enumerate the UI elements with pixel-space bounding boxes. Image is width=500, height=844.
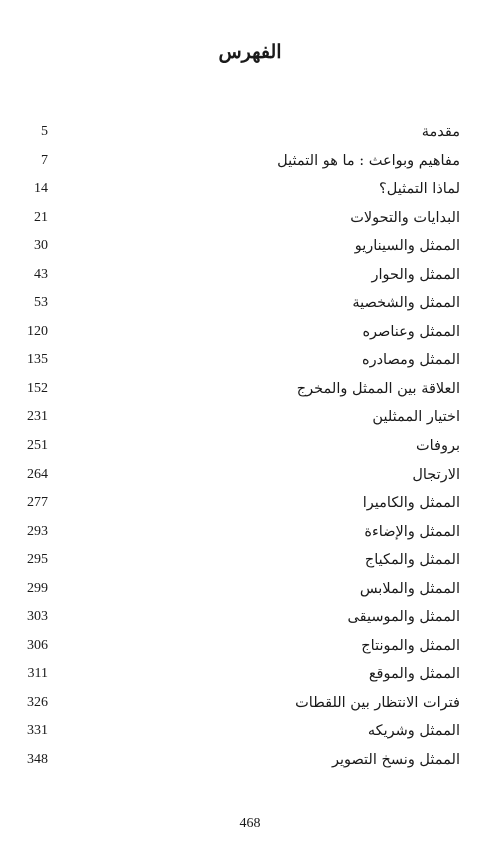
toc-entry (0, 318, 500, 347)
toc-entry-title: البدايات والتحولات (350, 209, 460, 226)
toc-entry-title: مفاهيم وبواعث : ما هو التمثيل (277, 152, 460, 169)
toc-entry-title: بروفات (415, 438, 460, 455)
toc-entry-page: 43 (34, 266, 48, 282)
toc-entry-title: الممثل والكاميرا (362, 495, 460, 512)
toc-entry-title: الممثل والمكياج (364, 552, 460, 569)
toc-entry-title: الممثل والحوار (371, 266, 460, 283)
toc-entry (0, 232, 500, 261)
page-number: 468 (239, 816, 261, 831)
toc-entry (0, 147, 500, 176)
toc-entry-page: 277 (27, 495, 48, 511)
toc-entry (0, 204, 500, 233)
toc-entry-page: 348 (27, 752, 48, 768)
toc-entry (0, 346, 500, 375)
toc-entry-page: 326 (27, 694, 48, 710)
toc-entry-page: 231 (27, 409, 48, 425)
toc-entry-page: 306 (27, 637, 48, 653)
toc-entry-page: 53 (34, 295, 48, 311)
toc-entry (0, 175, 500, 204)
toc-entry-page: 14 (34, 181, 48, 197)
toc-entry-title: العلاقة بين الممثل والمخرج (296, 380, 460, 397)
toc-entry-title: الممثل والإضاءة (364, 523, 460, 540)
toc-entry-title: الممثل والمونتاج (361, 637, 460, 654)
toc-entry-page: 299 (27, 580, 48, 596)
toc-entry-page: 311 (27, 666, 48, 682)
toc-entry-title: الممثل والشخصية (352, 295, 460, 312)
toc-entry (0, 660, 500, 689)
toc-entry-page: 331 (27, 723, 48, 739)
toc-entry-title: الممثل والملابس (359, 580, 460, 597)
toc-entry-page: 264 (27, 466, 48, 482)
toc-entry (0, 403, 500, 432)
toc-entry (0, 489, 500, 518)
page-title: الفهرس (218, 41, 282, 63)
toc-entry-title: الارتجال (412, 466, 460, 483)
toc-entry-title: لماذا التمثيل؟ (379, 181, 460, 198)
toc-entry-page: 251 (27, 438, 48, 454)
toc-entry (0, 289, 500, 318)
toc-entry-page: 21 (34, 209, 48, 225)
toc-entry (0, 717, 500, 746)
toc-entry-title: فترات الانتظار بين اللقطات (295, 694, 460, 711)
toc-entry (0, 746, 500, 775)
toc-entry-page: 293 (27, 523, 48, 539)
toc-entry-page: 120 (27, 323, 48, 339)
toc-entry-title: الممثل ونسخ التصوير (331, 752, 460, 769)
toc-entry (0, 575, 500, 604)
toc-entry (0, 375, 500, 404)
toc-entry (0, 432, 500, 461)
toc-entry-page: 295 (27, 552, 48, 568)
toc-entry-title: الممثل والموقع (368, 666, 460, 683)
toc-entry-title: الممثل والموسيقى (347, 609, 460, 626)
toc-entry (0, 546, 500, 575)
toc-entry (0, 461, 500, 490)
toc-entry-page: 152 (27, 380, 48, 396)
toc-entry-page: 303 (27, 609, 48, 625)
toc-entry-page: 135 (27, 352, 48, 368)
toc-entry-title: الممثل وشريكه (367, 723, 460, 740)
toc-entry-page: 30 (34, 238, 48, 254)
toc-entry-page: 5 (41, 124, 48, 139)
toc-entry-title: الممثل ومصادره (362, 352, 460, 369)
toc-entry (0, 689, 500, 718)
toc-entry-title: الممثل والسيناريو (354, 238, 460, 255)
toc-entry-page: 7 (41, 152, 48, 168)
toc-entry (0, 118, 500, 147)
toc-entry (0, 632, 500, 661)
toc-entry (0, 518, 500, 547)
toc-entry (0, 603, 500, 632)
toc-entry (0, 261, 500, 290)
toc-entry-title: مقدمة (421, 124, 460, 140)
toc-entry-title: الممثل وعناصره (362, 323, 460, 340)
table-of-contents (0, 118, 500, 775)
toc-entry-title: اختيار الممثلين (372, 409, 460, 426)
